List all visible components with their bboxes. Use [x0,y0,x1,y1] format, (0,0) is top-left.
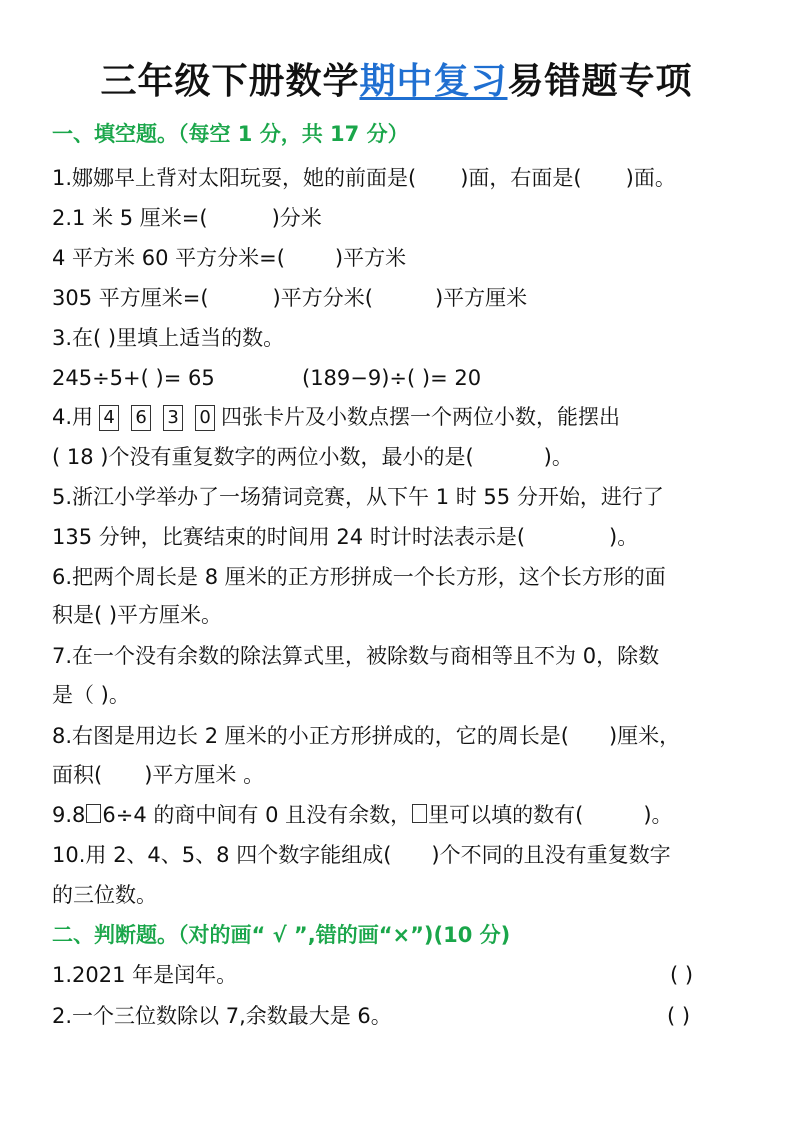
question-9: 9.8 6÷4 的商中间有 0 且没有余数， 里可以填的数有( )。 [52,803,673,827]
question-10-line-2: 的三位数。 [52,883,157,907]
question-6-line-1: 6.把两个周长是 8 厘米的正方形拼成一个长方形，这个长方形的面 [52,565,666,589]
question-6-line-2: 积是( )平方厘米。 [52,603,223,627]
question-4-line-2: ( 18 )个没有重复数字的两位小数，最小的是( )。 [52,445,573,469]
judge-answer-2[interactable]: ( ) [667,1004,691,1028]
page-title [0,56,793,108]
section-fill-blank-heading: 一、填空题。（每空 1 分，共 17 分） [52,122,409,146]
question-7-line-1: 7.在一个没有余数的除法算式里，被除数与商相等且不为 0，除数 [52,644,660,668]
title-pre: 三年级下册数学 [100,61,360,102]
question-2-line-2: 4 平方米 60 平方分米=( )平方米 [52,246,407,270]
title-highlight: 期中复习 [359,61,508,102]
question-4-line-1: 4.用 4 6 3 0 四张卡片及小数点摆一个两位小数，能摆出 [52,405,621,429]
title-post: 易错题专项 [507,61,693,102]
question-8-line-1: 8.右图是用边长 2 厘米的小正方形拼成的，它的周长是( )厘米， [52,724,681,748]
question-2-line-1: 2.1 米 5 厘米=( )分米 [52,206,322,230]
section-judgement-heading: 二、判断题。（对的画“ √ ”,错的画“×”)(10 分) [52,923,511,947]
digit-card: 3 [163,405,183,431]
question-3-equation-2: (189−9)÷( )= 20 [302,366,482,390]
question-10-line-1: 10.用 2、4、5、8 四个数字能组成( )个不同的且没有重复数字 [52,843,671,867]
question-3: 3.在( )里填上适当的数。 [52,326,285,350]
digit-box [86,804,101,823]
question-1: 1.娜娜早上背对太阳玩耍，她的前面是( )面，右面是( )面。 [52,166,676,190]
question-7-line-2: 是（ )。 [52,683,130,707]
digit-card: 4 [99,405,119,431]
judge-answer-1[interactable]: ( ) [670,963,694,987]
judge-item-2: 2.一个三位数除以 7,余数最大是 6。 [52,1004,392,1028]
question-5-line-2: 135 分钟，比赛结束的时间用 24 时计时法表示是( )。 [52,525,639,549]
digit-card: 6 [131,405,151,431]
digit-box [412,804,427,823]
digit-card: 0 [195,405,215,431]
judge-item-1: 1.2021 年是闰年。 [52,963,238,987]
question-2-line-3: 305 平方厘米=( )平方分米( )平方厘米 [52,286,528,310]
question-8-line-2: 面积( )平方厘米 。 [52,763,265,787]
question-5-line-1: 5.浙江小学举办了一场猜词竞赛，从下午 1 时 55 分开始，进行了 [52,485,664,509]
question-3-equation-1: 245÷5+( )= 65 [52,366,215,390]
